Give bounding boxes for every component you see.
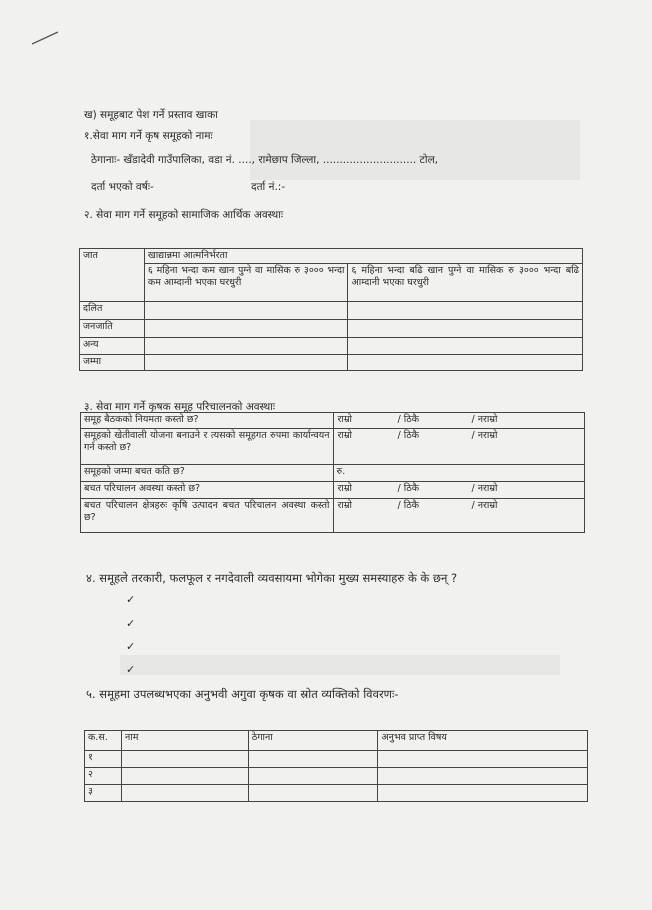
- option-good: राम्रो: [337, 500, 353, 511]
- socio-economic-title: २. सेवा माग गर्ने समूहको सामाजिक आर्थिक अवस्थाः: [84, 209, 284, 221]
- cell: [348, 302, 583, 320]
- cell: [378, 751, 588, 768]
- cell: [144, 338, 348, 355]
- cell: [348, 355, 583, 371]
- checkmark: ✓: [126, 617, 136, 630]
- bleed-through-shade: [120, 655, 560, 675]
- checkmark: ✓: [126, 593, 136, 606]
- option-bad: / नराम्रो: [471, 414, 498, 425]
- savings-mobilization-question: बचत परिचालन अवस्था कस्तो छ?: [81, 482, 334, 499]
- row-other: अन्य: [80, 338, 145, 355]
- cell: [348, 320, 583, 338]
- serial-number: १: [85, 751, 122, 768]
- rating-cell: [333, 413, 584, 429]
- problems-title: ४. समूहले तरकारी, फलफूल र नगदेवाली व्यवसायमा भोगेका मुख्य समस्याहरु के के छन् ?: [86, 571, 458, 585]
- more-than-six-months-header: ६ महिना भन्दा बढि खान पुग्ने वा मासिक रु ३००० भन्दा बढि आम्दानी भएका घरधुरी: [348, 264, 583, 302]
- cell: [248, 768, 378, 785]
- group-name-label: १.सेवा माग गर्ने कृष समूहको नामः: [84, 130, 213, 142]
- row-dalit: दलित: [80, 302, 145, 320]
- cell: [248, 751, 378, 768]
- row-total: जम्मा: [80, 355, 145, 371]
- resource-persons-table: [84, 730, 588, 802]
- cell: [378, 785, 588, 802]
- cell: [144, 302, 348, 320]
- option-ok: / ठिकै: [397, 430, 420, 441]
- row-janajati: जनजाति: [80, 320, 145, 338]
- option-bad: / नराम्रो: [471, 500, 498, 511]
- option-bad: / नराम्रो: [471, 483, 498, 494]
- rating-cell: [333, 499, 584, 533]
- savings-sector-question: बचत परिचालन क्षेत्रहरुः कृषि उत्पादन बचत परिचालन अवस्था कस्तो छ?: [81, 499, 334, 533]
- option-ok: / ठिकै: [397, 500, 420, 511]
- cell: [144, 355, 348, 371]
- crop-plan-question: समूहको खेतीवाली योजना बनाउने र त्यसको समूहगत रुपमा कार्यान्वयन गर्न कस्तो छ?: [81, 429, 334, 465]
- option-bad: / नराम्रो: [471, 430, 498, 441]
- meeting-regularity-question: समूह बैठकको नियमता कस्तो छ?: [81, 413, 334, 429]
- address-header: ठेगाना: [248, 731, 378, 751]
- currency-cell: रु.: [333, 465, 584, 482]
- resource-persons-title: ५. समूहमा उपलब्धभएका अनुभवी अगुवा कृषक वा स्रोत व्यक्तिको विवरणः-: [86, 687, 399, 701]
- bleed-through-shade: [250, 120, 580, 180]
- serial-number-header: क.स.: [85, 731, 122, 751]
- cell: [121, 768, 248, 785]
- option-good: राम्रो: [337, 414, 353, 425]
- rating-cell: [333, 429, 584, 465]
- registration-year-label: दर्ता भएको वर्षः-: [91, 181, 154, 193]
- option-ok: / ठिकै: [397, 483, 420, 494]
- proposal-header: ख) समूहबाट पेश गर्ने प्रस्ताव खाका: [84, 109, 218, 121]
- option-good: राम्रो: [337, 430, 353, 441]
- mobilization-title: ३. सेवा माग गर्ने कृषक समूह परिचालनको अवस्थाः: [84, 401, 275, 413]
- cell: [121, 785, 248, 802]
- registration-number-label: दर्ता नं.:-: [251, 181, 286, 193]
- cell: [121, 751, 248, 768]
- mobilization-table: [80, 412, 585, 533]
- option-ok: / ठिकै: [397, 414, 420, 425]
- less-than-six-months-header: ६ महिना भन्दा कम खान पुग्ने वा मासिक रु ३००० भन्दा कम आम्दानी भएका घरधुरी: [144, 264, 348, 302]
- checkmark: ✓: [126, 663, 136, 676]
- experience-subject-header: अनुभव प्राप्त विषय: [378, 731, 588, 751]
- cell: [248, 785, 378, 802]
- serial-number: ३: [85, 785, 122, 802]
- cell: [378, 768, 588, 785]
- pen-stroke-mark: [30, 30, 60, 46]
- rating-cell: [333, 482, 584, 499]
- socio-economic-table: [79, 248, 583, 371]
- address-line: ठेगानाः- खँडादेवी गाउँपालिका, वडा नं. ...., रामेछाप जिल्ला, ............................ टोल,: [91, 154, 439, 166]
- name-header: नाम: [121, 731, 248, 751]
- option-good: राम्रो: [337, 483, 353, 494]
- checkmark: ✓: [126, 640, 136, 653]
- food-sufficiency-header: खाद्यान्नमा आत्मनिर्भरता: [144, 249, 582, 264]
- total-savings-question: समूहको जम्मा बचत कति छ?: [81, 465, 334, 482]
- serial-number: २: [85, 768, 122, 785]
- cell: [348, 338, 583, 355]
- caste-header: जात: [80, 249, 145, 302]
- cell: [144, 320, 348, 338]
